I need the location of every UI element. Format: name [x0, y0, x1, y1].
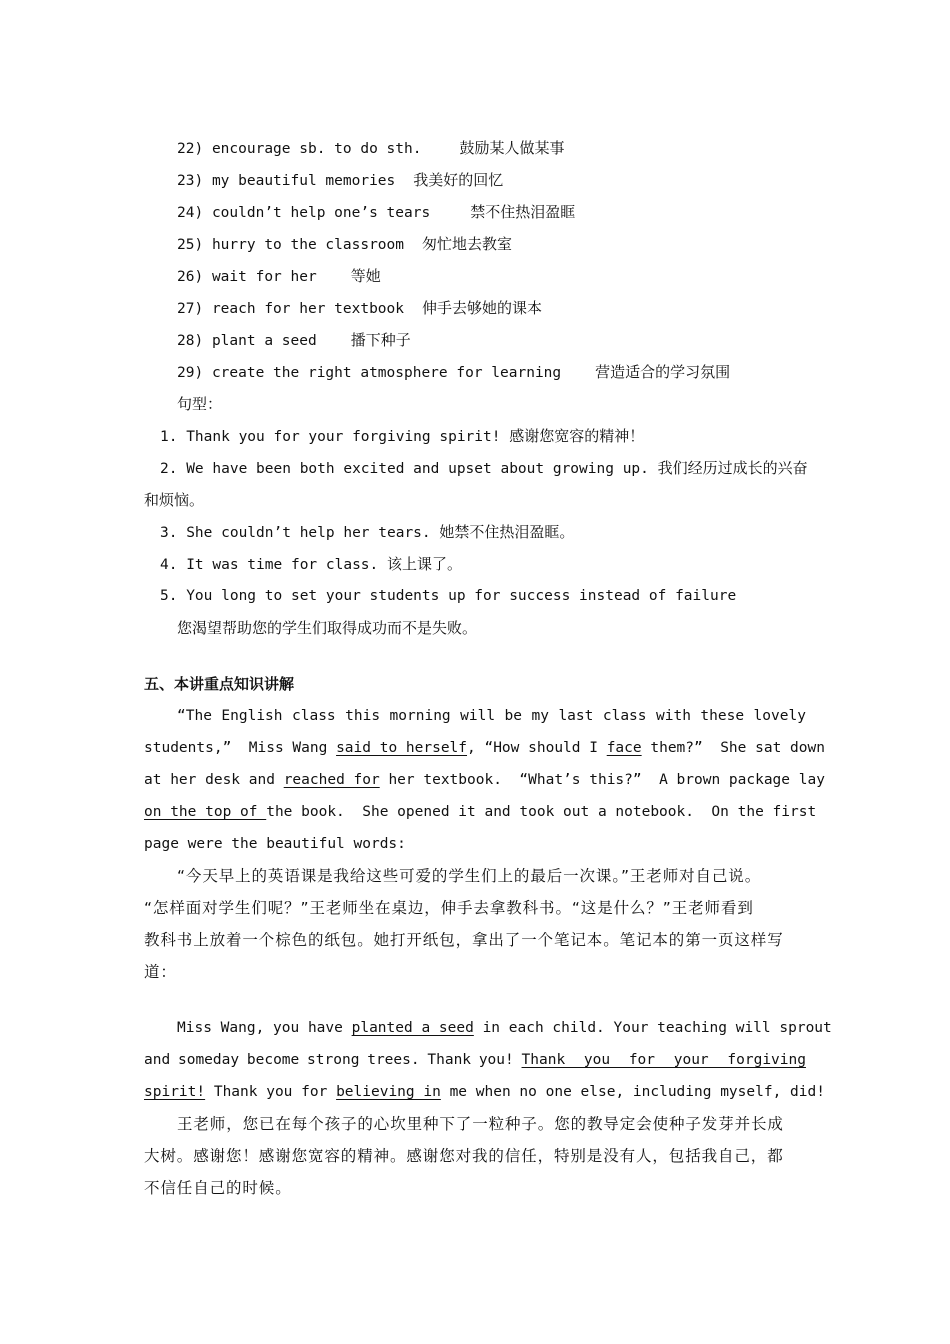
phrase-thank-you-for-your-forgiving: Thank you for your forgiving: [521, 1052, 806, 1068]
phrase-25: 25) hurry to the classroom 匆忙地去教室: [177, 235, 513, 253]
sentence-5-translation: 您渴望帮助您的学生们取得成功而不是失败。: [177, 619, 478, 637]
phrase-28: 28) plant a seed 播下种子: [177, 331, 411, 349]
sentences-label: 句型：: [177, 395, 223, 413]
phrase-on-the-top-of: on the top of: [144, 804, 267, 820]
phrase-24: 24) couldn’t help one’s tears 禁不住热泪盈眶: [177, 203, 576, 221]
section-heading: 五、本讲重点知识讲解: [144, 675, 295, 693]
passage2-line2: and someday become strong trees. Thank you! Thank you for your forgiving: [144, 1044, 806, 1076]
translation1-line2: “怎样面对学生们呢？”王老师坐在桌边，伸手去拿教科书。“这是什么？”王老师看到: [144, 899, 754, 917]
phrase-planted-a-seed: planted a seed: [351, 1020, 474, 1036]
sentence-4: 4. It was time for class. 该上课了。: [160, 555, 463, 573]
passage2-line3: spirit! Thank you for believing in me when no one else, including myself, did!: [144, 1084, 825, 1100]
phrase-spirit: spirit!: [144, 1084, 206, 1100]
translation1-line3: 教科书上放着一个棕色的纸包。她打开纸包，拿出了一个笔记本。笔记本的第一页这样写: [144, 931, 784, 949]
sentence-2: 2. We have been both excited and upset about growing up. 我们经历过成长的兴奋: [160, 459, 808, 477]
sentence-3: 3. She couldn’t help her tears. 她禁不住热泪盈眶。: [160, 523, 575, 541]
phrase-27: 27) reach for her textbook 伸手去够她的课本: [177, 299, 543, 317]
translation2-line1: 王老师，您已在每个孩子的心坎里种下了一粒种子。您的教导定会使种子发芽并长成: [177, 1115, 784, 1133]
phrase-face: face: [606, 740, 642, 756]
passage1-line1: “The English class this morning will be my last class with these lovely: [177, 708, 806, 724]
phrase-26: 26) wait for her 等她: [177, 267, 381, 285]
phrase-believing-in: believing in: [336, 1084, 441, 1100]
sentence-1: 1. Thank you for your forgiving spirit! 感谢您宽容的精神！: [160, 427, 645, 445]
passage1-line4: on the top of the book. She opened it and took out a notebook. On the first: [144, 804, 817, 820]
translation1-line1: “今天早上的英语课是我给这些可爱的学生们上的最后一次课。”王老师对自己说。: [177, 867, 762, 885]
passage2-line1: Miss Wang, you have planted a seed in each child. Your teaching will sprout: [177, 1020, 832, 1036]
passage1-line3: at her desk and reached for her textbook. “What’s this?” A brown package lay: [144, 772, 825, 788]
phrase-reached-for: reached for: [283, 772, 380, 788]
passage1-line5: page were the beautiful words:: [144, 836, 406, 852]
translation2-line3: 不信任自己的时候。: [144, 1179, 292, 1197]
translation1-line4: 道：: [144, 963, 177, 981]
phrase-29: 29) create the right atmosphere for learning 营造适合的学习氛围: [177, 363, 731, 381]
passage1-line2: students,” Miss Wang said to herself, “How should I face them?” She sat down: [144, 740, 825, 756]
phrase-22: 22) encourage sb. to do sth. 鼓励某人做某事: [177, 139, 565, 157]
translation2-line2: 大树。感谢您！感谢您宽容的精神。感谢您对我的信任，特别是没有人，包括我自己，都: [144, 1147, 784, 1165]
phrase-said-to-herself: said to herself: [336, 740, 468, 756]
phrase-23: 23) my beautiful memories 我美好的回忆: [177, 171, 504, 189]
sentence-5: 5. You long to set your students up for success instead of failure: [160, 588, 737, 604]
sentence-2-continued: 和烦恼。: [144, 491, 205, 509]
